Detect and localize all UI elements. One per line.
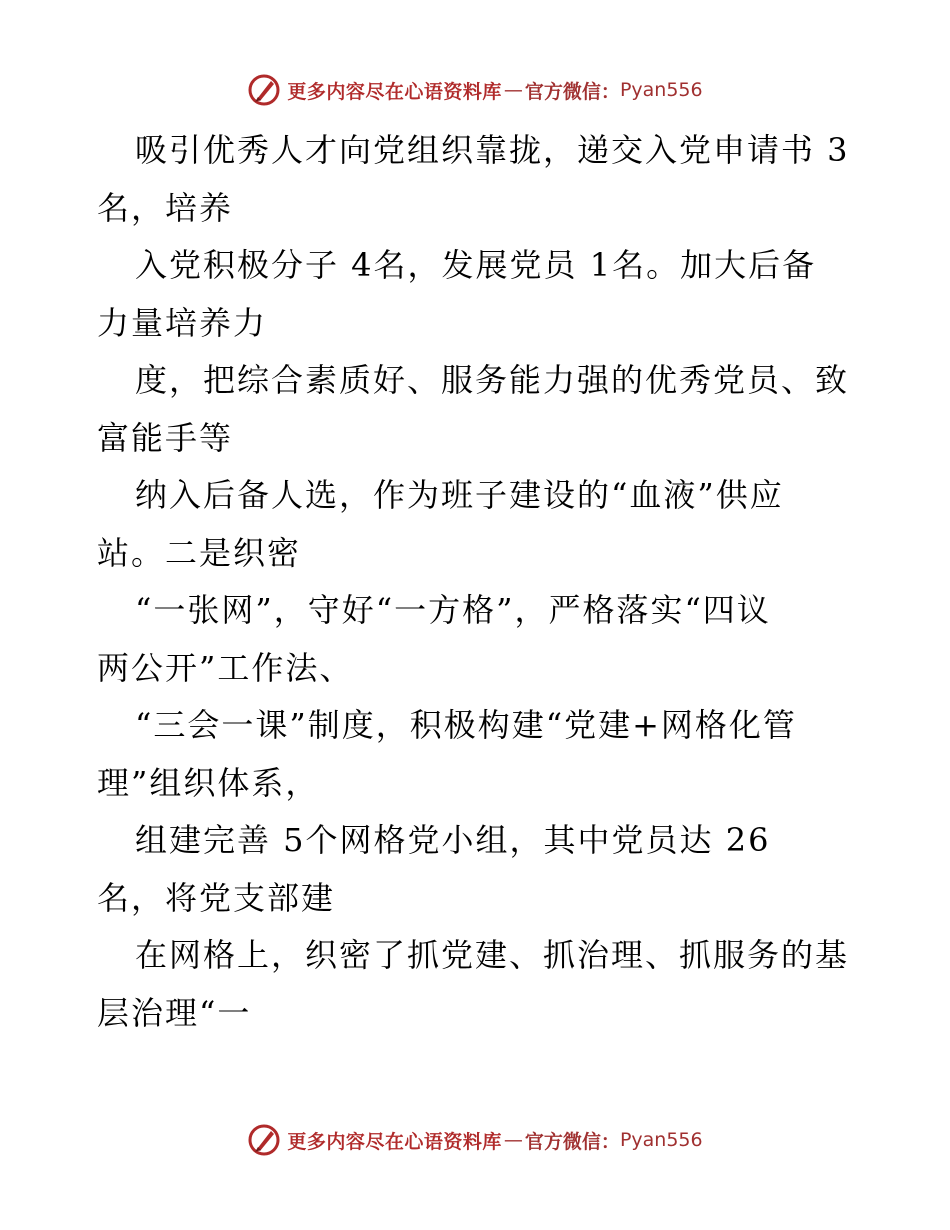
- watermark-separator: —: [503, 1129, 523, 1151]
- quill-pen-logo-icon: [247, 1123, 281, 1157]
- watermark-label: 官方微信：: [524, 1130, 620, 1153]
- body-line: “三会一课”制度，积极构建“党建+网格化管: [135, 706, 797, 744]
- body-line: 组建完善 5个网格党小组，其中党员达 26: [135, 821, 771, 859]
- quill-pen-logo-icon: [247, 73, 281, 107]
- body-line: 纳入后备人选，作为班子建设的“血液”供应: [135, 476, 784, 514]
- watermark-brand-text: 更多内容尽在心语资料库: [287, 80, 502, 103]
- body-line: 力量培养力: [97, 303, 268, 342]
- body-line: 在网格上，织密了抓党建、抓治理、抓服务的基: [135, 936, 850, 974]
- body-line: 富能手等: [97, 418, 234, 457]
- footer-watermark: [0, 1120, 950, 1160]
- body-line: 吸引优秀人才向党组织靠拢，递交入党申请书 3: [135, 131, 850, 169]
- body-line: “一张网”，守好“一方格”，严格落实“四议: [135, 591, 771, 629]
- body-line: 两公开”工作法、: [97, 648, 354, 687]
- body-line: 度，把综合素质好、服务能力强的优秀党员、致: [135, 361, 850, 399]
- body-line: 站。二是织密: [97, 533, 302, 572]
- watermark-brand-text: 更多内容尽在心语资料库: [287, 1130, 502, 1153]
- body-line: 名，将党支部建: [97, 878, 336, 917]
- watermark-separator: —: [503, 79, 523, 101]
- watermark-account: Pyan556: [619, 79, 703, 101]
- body-line: 入党积极分子 4名，发展党员 1名。加大后备: [135, 246, 817, 284]
- body-line: 层治理“一: [97, 993, 252, 1032]
- watermark-label: 官方微信：: [524, 80, 620, 103]
- header-watermark: [0, 70, 950, 110]
- watermark-account: Pyan556: [619, 1129, 703, 1151]
- document-body: [97, 122, 857, 1042]
- body-line: 理”组织体系，: [97, 763, 320, 802]
- body-line: 名，培养: [97, 188, 234, 227]
